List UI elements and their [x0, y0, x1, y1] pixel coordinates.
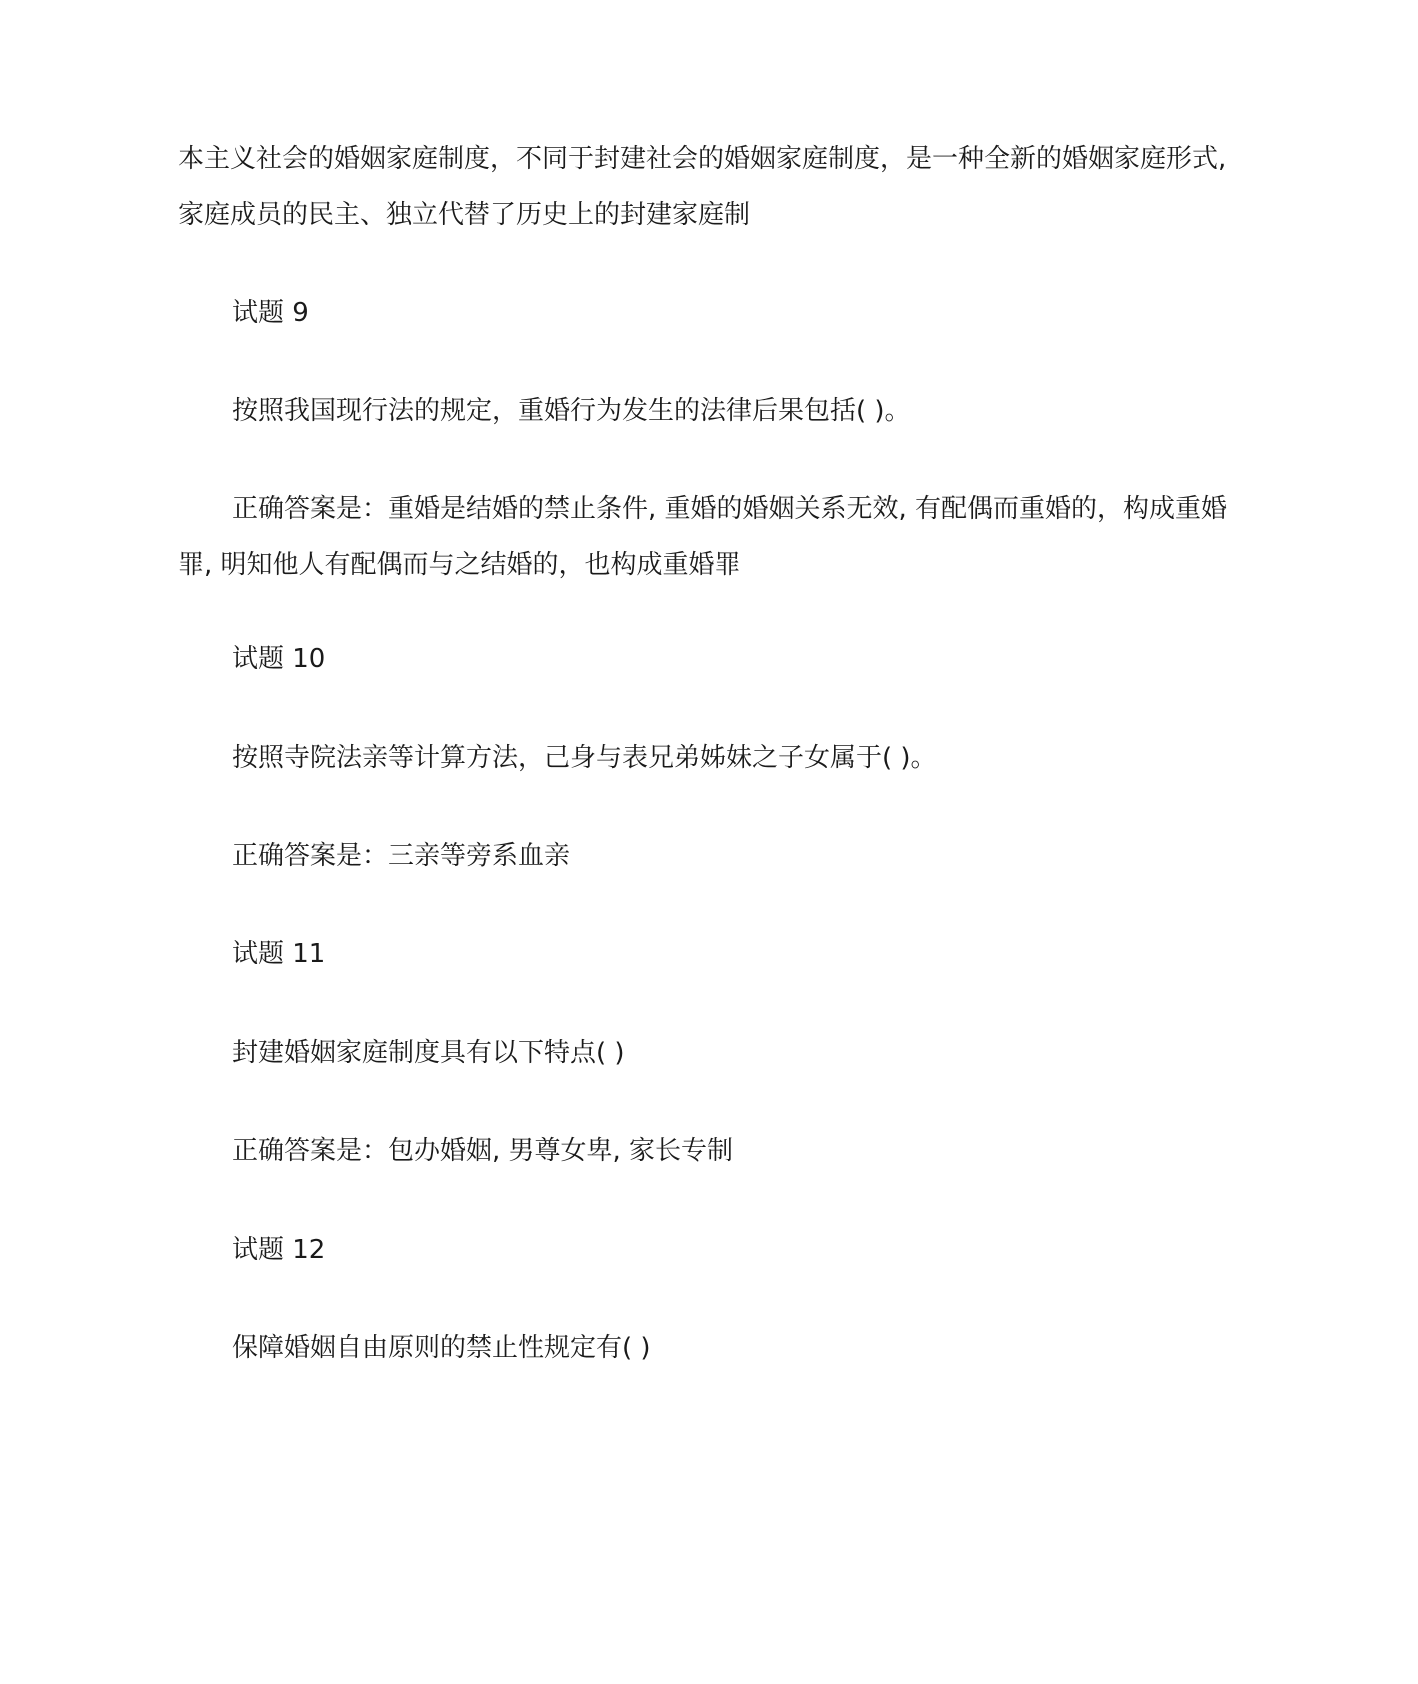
question-9-text: 按照我国现行法的规定，重婚行为发生的法律后果包括( )。 [232, 396, 911, 426]
question-12-heading: 试题 12 [232, 1235, 326, 1265]
question-12-text: 保障婚姻自由原则的禁止性规定有( ) [232, 1333, 651, 1363]
question-10-answer: 正确答案是：三亲等旁系血亲 [232, 841, 571, 871]
question-10-heading: 试题 10 [232, 644, 326, 674]
question-9-heading: 试题 9 [232, 298, 309, 328]
intro-paragraph: 本主义社会的婚姻家庭制度，不同于封建社会的婚姻家庭制度，是一种全新的婚姻家庭形式, 家庭成员的民主、独立代替了历史上的封建家庭制 [178, 144, 1227, 230]
question-11-heading: 试题 11 [232, 939, 326, 969]
question-11-text: 封建婚姻家庭制度具有以下特点( ) [232, 1038, 625, 1068]
question-11-answer: 正确答案是：包办婚姻, 男尊女卑, 家长专制 [232, 1136, 734, 1166]
question-9-answer: 正确答案是：重婚是结婚的禁止条件, 重婚的婚姻关系无效, 有配偶而重婚的，构成重婚罪, 明知他人有配偶而与之结婚的，也构成重婚罪 [178, 494, 1228, 580]
question-10-text: 按照寺院法亲等计算方法，己身与表兄弟姊妹之子女属于( )。 [232, 743, 937, 773]
